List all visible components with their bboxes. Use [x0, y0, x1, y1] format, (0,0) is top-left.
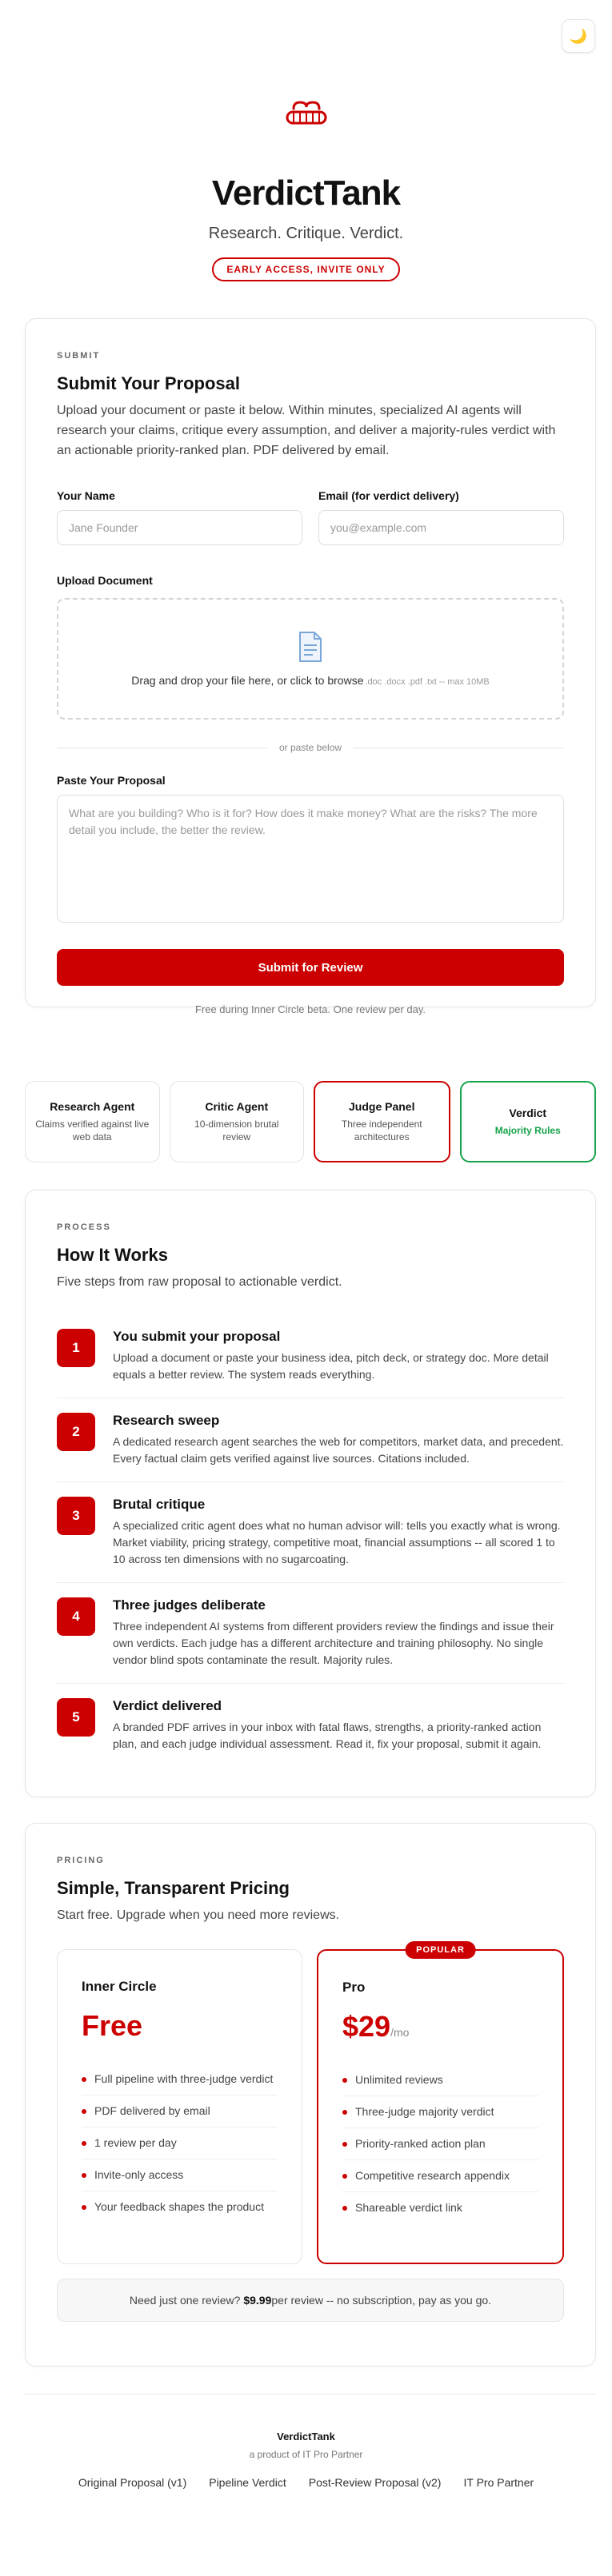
step-title: Verdict delivered — [113, 1698, 222, 1713]
process-eyebrow: PROCESS — [57, 1222, 111, 1232]
popular-badge: POPULAR — [405, 1941, 476, 1959]
footer-link-it-pro-partner[interactable]: IT Pro Partner — [463, 2476, 534, 2489]
feature-item: Competitive research appendix — [342, 2160, 538, 2192]
pricing-title: Simple, Transparent Pricing — [57, 1878, 290, 1898]
footer — [0, 2430, 612, 2489]
or-text: or paste below — [278, 742, 342, 753]
step-title: Research sweep — [113, 1413, 220, 1428]
step-item — [57, 1684, 564, 1767]
feature-item: Your feedback shapes the product — [82, 2191, 278, 2223]
steps-list — [57, 1314, 564, 1767]
submit-card — [25, 318, 596, 1015]
or-divider — [57, 742, 564, 753]
pipeline-judge-panel — [314, 1081, 450, 1162]
pipeline-verdict — [460, 1081, 597, 1162]
name-input[interactable] — [57, 510, 302, 545]
feature-item: 1 review per day — [82, 2127, 278, 2159]
step-title: Brutal critique — [113, 1497, 206, 1512]
upload-label: Upload Document — [57, 574, 153, 587]
pipeline-subtitle: 10-dimension brutal review — [194, 1119, 279, 1142]
email-input[interactable] — [318, 510, 564, 545]
moon-icon: 🌙 — [569, 27, 588, 44]
footer-links — [0, 2476, 612, 2489]
pipeline-title: Verdict — [509, 1107, 547, 1119]
step-body: Upload a document or paste your business idea, pitch deck, or strategy doc. More detail equals a better review. The system reads everything. — [113, 1351, 549, 1381]
upload-hint: .doc .docx .pdf .txt -- max 10MB — [365, 677, 490, 687]
step-number: 5 — [57, 1698, 95, 1737]
process-card — [25, 1190, 596, 1797]
step-body: Three independent AI systems from different providers review the findings and issue their own verdicts. Each judge has a different architecture and training philosophy. No single vendor blind spots contaminate the result. Majority rules. — [113, 1620, 554, 1666]
plan-inner-circle[interactable] — [57, 1949, 302, 2264]
footer-brand: VerdictTank — [277, 2430, 335, 2442]
footer-link-original-proposal[interactable]: Original Proposal (v1) — [78, 2476, 187, 2489]
plan-name: Inner Circle — [82, 1979, 157, 1994]
step-number: 2 — [57, 1413, 95, 1451]
feature-item: Priority-ranked action plan — [342, 2128, 538, 2160]
footer-link-post-review-proposal[interactable]: Post-Review Proposal (v2) — [308, 2476, 442, 2489]
submit-button[interactable]: Submit for Review — [57, 949, 564, 986]
feature-item: Three-judge majority verdict — [342, 2096, 538, 2128]
pricing-description: Start free. Upgrade when you need more reviews. — [57, 1908, 340, 1922]
step-number: 3 — [57, 1497, 95, 1535]
step-item — [57, 1583, 564, 1684]
email-label: Email (for verdict delivery) — [318, 489, 459, 502]
pipeline-critic-agent — [170, 1081, 305, 1162]
step-item — [57, 1314, 564, 1398]
step-title: Three judges deliberate — [113, 1597, 266, 1613]
pipeline-title: Research Agent — [50, 1100, 135, 1113]
early-access-badge: EARLY ACCESS, INVITE ONLY — [212, 257, 399, 281]
paste-label: Paste Your Proposal — [57, 774, 166, 787]
submit-eyebrow: SUBMIT — [57, 351, 101, 361]
plan-price: Free — [82, 2009, 143, 2042]
submit-title: Submit Your Proposal — [57, 373, 240, 393]
pricing-card — [25, 1823, 596, 2367]
process-description: Five steps from raw proposal to actionable verdict. — [57, 1275, 342, 1289]
theme-toggle-button[interactable] — [562, 19, 595, 53]
pipeline-title: Judge Panel — [349, 1100, 415, 1113]
step-number: 1 — [57, 1329, 95, 1367]
footer-subtitle: a product of IT Pro Partner — [249, 2449, 363, 2460]
upload-text: Drag and drop your file here, or click to browse — [131, 674, 364, 687]
pipeline-subtitle: Claims verified against live web data — [35, 1119, 150, 1142]
upload-instructions — [131, 674, 490, 687]
pipeline-research-agent — [25, 1081, 160, 1162]
tagline: Research. Critique. Verdict. — [208, 225, 404, 242]
step-item — [57, 1398, 564, 1482]
brand-title: VerdictTank — [211, 173, 401, 213]
submit-note: Free during Inner Circle beta. One review per day. — [194, 1003, 426, 1015]
pipeline-subtitle: Three independent architectures — [341, 1119, 422, 1142]
feature-item: Shareable verdict link — [342, 2192, 538, 2223]
document-icon — [297, 631, 324, 663]
plan-pro[interactable] — [317, 1945, 564, 2264]
contact-fields — [57, 489, 564, 545]
plan-features — [342, 2064, 538, 2223]
footer-divider — [25, 2394, 596, 2395]
step-body: A dedicated research agent searches the web for competitors, market data, and precedent. Every factual claim gets verified against live sources. Citations included. — [113, 1435, 564, 1465]
step-body: A branded PDF arrives in your inbox with fatal flaws, strengths, a priority-ranked action plan, and each judge individual assessment. Read it, fix your proposal, submit it again. — [113, 1721, 542, 1750]
upload-dropzone[interactable] — [57, 598, 564, 720]
feature-item: Unlimited reviews — [342, 2064, 538, 2096]
step-body: A specialized critic agent does what no human advisor will: tells you exactly what is wrong. Market viability, pricing strategy, competitive moat, financial assumptions -- all scored 1 to 10 across ten dimensions with no sugarcoating. — [113, 1519, 561, 1565]
name-label: Your Name — [57, 489, 115, 502]
plan-price: $29/mo — [342, 2010, 410, 2043]
feature-item: PDF delivered by email — [82, 2095, 278, 2127]
plan-features — [82, 2064, 278, 2223]
single-review-note: Need just one review? $9.99 per review -- no subscription, pay as you go. — [57, 2279, 564, 2322]
pipeline-title: Critic Agent — [205, 1100, 269, 1113]
pricing-eyebrow: PRICING — [57, 1856, 105, 1865]
hero — [0, 0, 612, 281]
single-review-price: $9.99 — [243, 2294, 272, 2307]
pipeline-subtitle: Majority Rules — [494, 1125, 561, 1136]
submit-description: Upload your document or paste it below. Within minutes, specialized AI agents will research your claims, critique every assumption, and deliver a majority-rules verdict with an actionable priority-ranked plan. PDF delivered by email. — [57, 404, 556, 457]
step-title: You submit your proposal — [113, 1329, 281, 1344]
logo-icon — [282, 96, 330, 131]
plan-name: Pro — [342, 1980, 366, 1995]
step-item — [57, 1482, 564, 1583]
feature-item: Full pipeline with three-judge verdict — [82, 2064, 278, 2095]
pipeline — [25, 1081, 596, 1162]
proposal-textarea[interactable] — [57, 795, 564, 923]
feature-item: Invite-only access — [82, 2159, 278, 2191]
footer-link-pipeline-verdict[interactable]: Pipeline Verdict — [209, 2476, 286, 2489]
process-title: How It Works — [57, 1245, 168, 1265]
pricing-plans — [57, 1945, 564, 2264]
step-number: 4 — [57, 1597, 95, 1636]
